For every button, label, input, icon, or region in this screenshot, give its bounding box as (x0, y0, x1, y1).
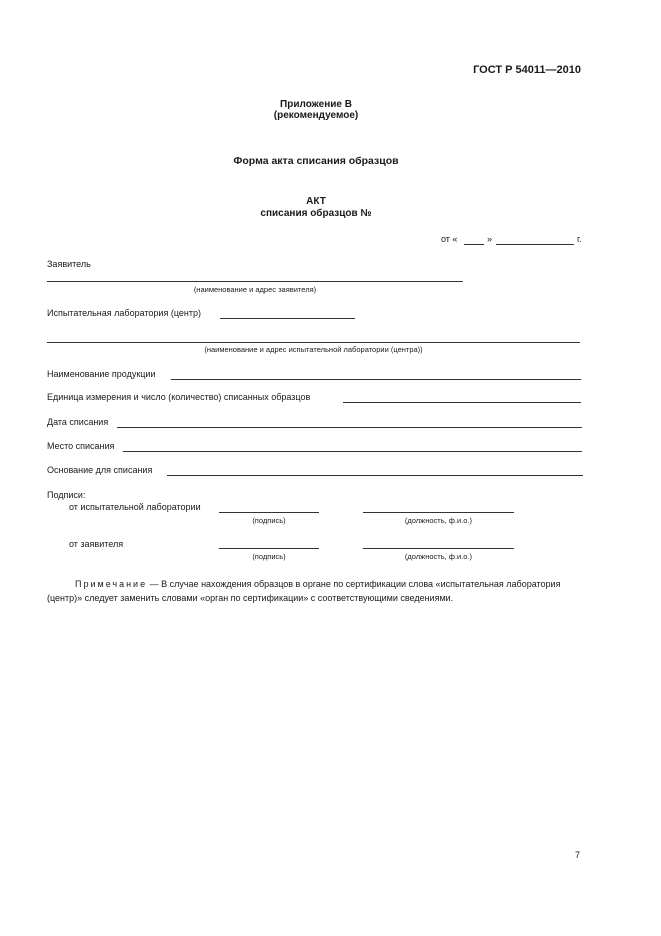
appendix-title: Приложение В (280, 99, 352, 110)
document-standard-code: ГОСТ Р 54011—2010 (473, 64, 581, 76)
place-field[interactable] (123, 451, 582, 452)
date-mid: » (487, 234, 493, 244)
product-field[interactable] (171, 379, 581, 380)
signature-lab-label: от испытательной лаборатории (69, 502, 201, 512)
applicant-caption: (наименование и адрес заявителя) (193, 285, 317, 294)
signature-lab-field[interactable] (219, 512, 319, 513)
date-month-year-field[interactable] (496, 244, 574, 245)
appendix-subtitle: (рекомендуемое) (273, 110, 359, 121)
signature-lab-caption: (подпись) (252, 516, 286, 525)
act-title: АКТ (306, 196, 326, 207)
unit-field[interactable] (343, 402, 581, 403)
position-lab-caption: (должность, ф.и.о.) (404, 516, 473, 525)
note-label: Примечание (75, 579, 148, 589)
date-prefix: от « (441, 234, 458, 244)
position-applicant-field[interactable] (363, 548, 514, 549)
product-label: Наименование продукции (47, 369, 156, 379)
position-applicant-caption: (должность, ф.и.о.) (404, 552, 473, 561)
signature-applicant-caption: (подпись) (252, 552, 286, 561)
act-subtitle: списания образцов № (260, 208, 372, 219)
date-of-writeoff-field[interactable] (117, 427, 582, 428)
applicant-field[interactable] (47, 281, 463, 282)
basis-field[interactable] (167, 475, 583, 476)
date-day-field[interactable] (464, 244, 484, 245)
place-label: Место списания (47, 441, 115, 451)
signatures-heading: Подписи: (47, 490, 86, 500)
signature-applicant-label: от заявителя (69, 539, 124, 549)
basis-label: Основание для списания (47, 465, 153, 475)
applicant-label: Заявитель (47, 259, 91, 269)
lab-field-full[interactable] (47, 342, 580, 343)
form-title: Форма акта списания образцов (233, 155, 399, 167)
note-block (47, 577, 587, 605)
lab-label: Испытательная лаборатория (центр) (47, 308, 201, 318)
page-number: 7 (575, 850, 581, 860)
lab-caption: (наименование и адрес испытательной лаборатории (центра)) (204, 345, 423, 354)
date-of-writeoff-label: Дата списания (47, 417, 109, 427)
signature-applicant-field[interactable] (219, 548, 319, 549)
note-text: — В случае нахождения образцов в органе по сертификации слова «испытательная лаборатория (центр)» следует заменить словами «орган по сертификации» с соответствующими сведениями. (47, 579, 561, 603)
date-suffix: г. (577, 234, 582, 244)
unit-label: Единица измерения и число (количество) списанных образцов (47, 392, 311, 402)
position-lab-field[interactable] (363, 512, 514, 513)
lab-field-short[interactable] (220, 318, 355, 319)
